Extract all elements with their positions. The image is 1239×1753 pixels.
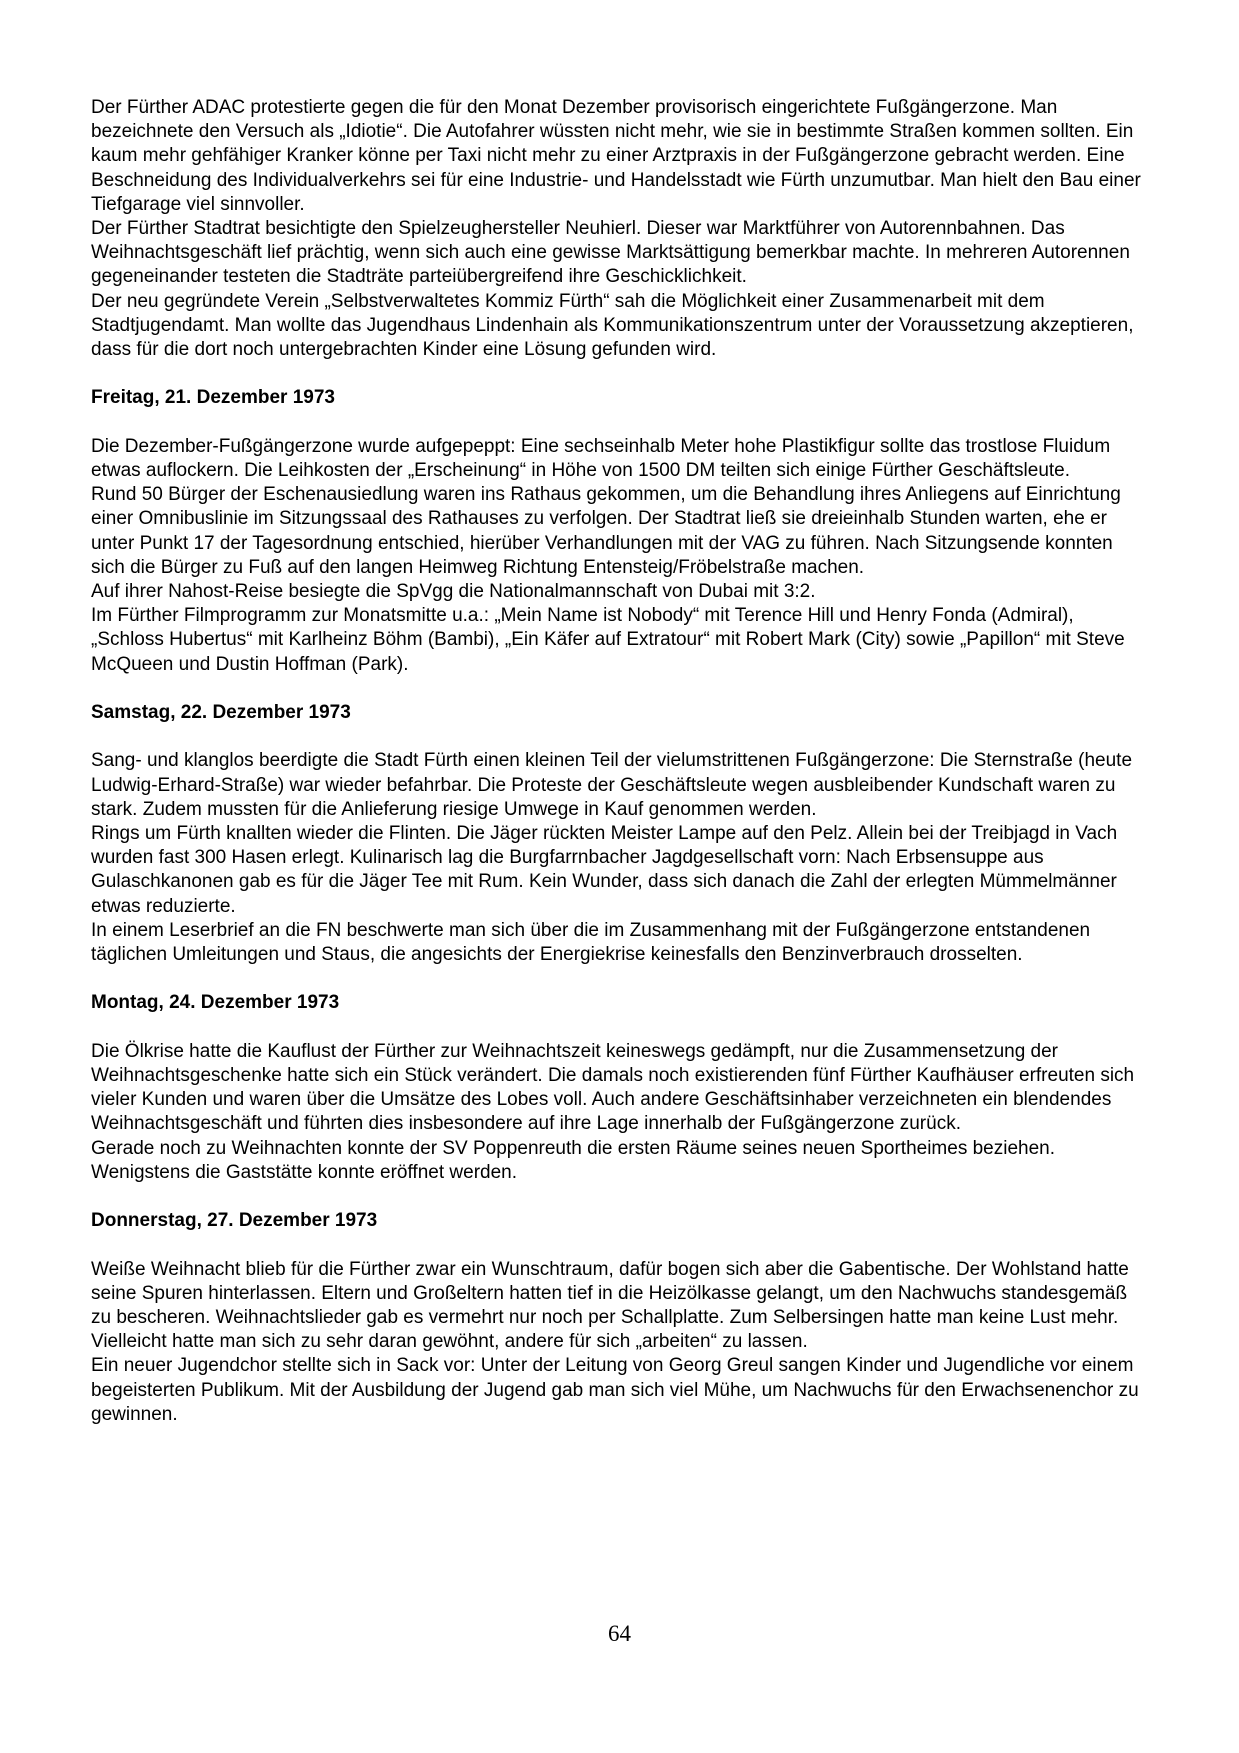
body-paragraph: Im Fürther Filmprogramm zur Monatsmitte u.a.: „Mein Name ist Nobody“ mit Terence Hill und Henry Fonda (Admiral), „Schloss Hubertus“ mit Karlheinz Böhm (Bambi), „Ein Käfer auf Extratour“ mit Robert Mark (City) sowie „Papillon“ mit Steve McQueen und Dustin Hoffman (Park). bbox=[91, 605, 1125, 675]
body-paragraph: Der Fürther Stadtrat besichtigte den Spielzeughersteller Neuhierl. Dieser war Marktführer von Autorennbahnen. Das Weihnachtsgeschäft lief prächtig, wenn sich auch eine gewisse Marktsättigung bemerkbar machte. In mehreren Autorennen gegeneinander testeten die Stadträte parteiübergreifend ihre Geschicklichkeit. bbox=[91, 218, 1130, 288]
body-paragraph: Weiße Weihnacht blieb für die Fürther zwar ein Wunschtraum, dafür bogen sich aber die Gabentische. Der Wohlstand hatte seine Spuren hinterlassen. Eltern und Großeltern hatten tief in die Heizölkasse gelangt, um den Nachwuchs standesgemäß zu bescheren. Weihnachtslieder gab es vermehrt nur noch per Schallplatte. Zum Selbersingen hatte man keine Lust mehr. Vielleicht hatte man sich zu sehr daran gewöhnt, andere für sich „arbeiten“ zu lassen. bbox=[91, 1258, 1129, 1353]
body-paragraph: Auf ihrer Nahost-Reise besiegte die SpVgg die Nationalmannschaft von Dubai mit 3:2. bbox=[91, 581, 816, 603]
date-heading-samstag-22-dezember-1973: Samstag, 22. Dezember 1973 bbox=[91, 702, 351, 724]
page-number: 64 bbox=[608, 1621, 631, 1646]
body-paragraph: Der Fürther ADAC protestierte gegen die für den Monat Dezember provisorisch eingerichtete Fußgängerzone. Man bezeichnete den Versuch als „Idiotie“. Die Autofahrer wüssten nicht mehr, wie sie in bestimmte Straßen kommen sollten. Ein kaum mehr gehfähiger Kranker könne per Taxi nicht mehr zu einer Arztpraxis in der Fußgängerzone gebracht werden. Eine Beschneidung des Individualverkehrs sei für eine Industrie- und Handelsstadt wie Fürth unzumutbar. Man hielt den Bau einer Tiefgarage viel sinnvoller. bbox=[91, 97, 1141, 215]
body-paragraph: Die Dezember-Fußgängerzone wurde aufgepeppt: Eine sechseinhalb Meter hohe Plastikfigur sollte das trostlose Fluidum etwas auflockern. Die Leihkosten der „Erscheinung“ in Höhe von 1500 DM teilten sich einige Fürther Geschäftsleute. bbox=[91, 435, 1111, 482]
body-paragraph: Die Ölkrise hatte die Kauflust der Fürther zur Weihnachtszeit keineswegs gedämpft, nur die Zusammensetzung der Weihnachtsgeschenke hatte sich ein Stück verändert. Die damals noch existierenden fünf Fürther Kaufhäuser erfreuten sich vieler Kunden und waren über die Umsätze des Lobes voll. Auch andere Geschäftsinhaber verzeichneten ein blendendes Weihnachtsgeschäft und führten dies insbesondere auf ihre Lage innerhalb der Fußgängerzone zurück. bbox=[91, 1040, 1135, 1135]
body-paragraph: In einem Leserbrief an die FN beschwerte man sich über die im Zusammenhang mit der Fußgängerzone entstandenen täglichen Umleitungen und Staus, die angesichts der Energiekrise keinesfalls den Benzinverbrauch drosselten. bbox=[91, 919, 1091, 966]
body-paragraph: Rings um Fürth knallten wieder die Flinten. Die Jäger rückten Meister Lampe auf den Pelz. Allein bei der Treibjagd in Vach wurden fast 300 Hasen erlegt. Kulinarisch lag die Burgfarrnbacher Jagdgesellschaft vorn: Nach Erbsensuppe aus Gulaschkanonen gab es für die Jäger Tee mit Rum. Kein Wunder, dass sich danach die Zahl der erlegten Mümmelmänner etwas reduzierte. bbox=[91, 823, 1118, 917]
body-paragraph: Der neu gegründete Verein „Selbstverwaltetes Kommiz Fürth“ sah die Möglichkeit einer Zusammenarbeit mit dem Stadtjugendamt. Man wollte das Jugendhaus Lindenhain als Kommunikationszentrum unter der Voraussetzung akzeptieren, dass für die dort noch untergebrachten Kinder eine Lösung gefunden wird. bbox=[91, 290, 1134, 361]
body-paragraph: Rund 50 Bürger der Eschenausiedlung waren ins Rathaus gekommen, um die Behandlung ihres Anliegens auf Einrichtung einer Omnibuslinie im Sitzungssaal des Rathauses zu verfolgen. Der Stadtrat ließ sie dreieinhalb Stunden warten, ehe er unter Punkt 17 der Tagesordnung entschied, hierüber Verhandlungen mit der VAG zu führen. Nach Sitzungsende konnten sich die Bürger zu Fuß auf den langen Heimweg Richtung Entensteig/Fröbelstraße machen. bbox=[91, 484, 1121, 578]
body-paragraph: Sang- und klanglos beerdigte die Stadt Fürth einen kleinen Teil der vielumstrittenen Fußgängerzone: Die Sternstraße (heute Ludwig-Erhard-Straße) war wieder befahrbar. Die Proteste der Geschäftsleute wegen ausbleibender Kundschaft waren zu stark. Zudem mussten für die Anlieferung riesige Umwege in Kauf genommen werden. bbox=[91, 750, 1133, 820]
body-paragraph: Gerade noch zu Weihnachten konnte der SV Poppenreuth die ersten Räume seines neuen Sportheimes beziehen. Wenigstens die Gaststätte konnte eröffnet werden. bbox=[91, 1137, 1055, 1183]
date-heading-freitag-21-dezember-1973: Freitag, 21. Dezember 1973 bbox=[91, 387, 335, 409]
date-heading-donnerstag-27-dezember-1973: Donnerstag, 27. Dezember 1973 bbox=[91, 1210, 378, 1232]
body-paragraph: Ein neuer Jugendchor stellte sich in Sack vor: Unter der Leitung von Georg Greul sangen Kinder und Jugendliche vor einem begeisterten Publikum. Mit der Ausbildung der Jugend gab man sich viel Mühe, um Nachwuchs für den Erwachsenenchor zu gewinnen. bbox=[91, 1355, 1139, 1425]
date-heading-montag-24-dezember-1973: Montag, 24. Dezember 1973 bbox=[91, 992, 340, 1014]
